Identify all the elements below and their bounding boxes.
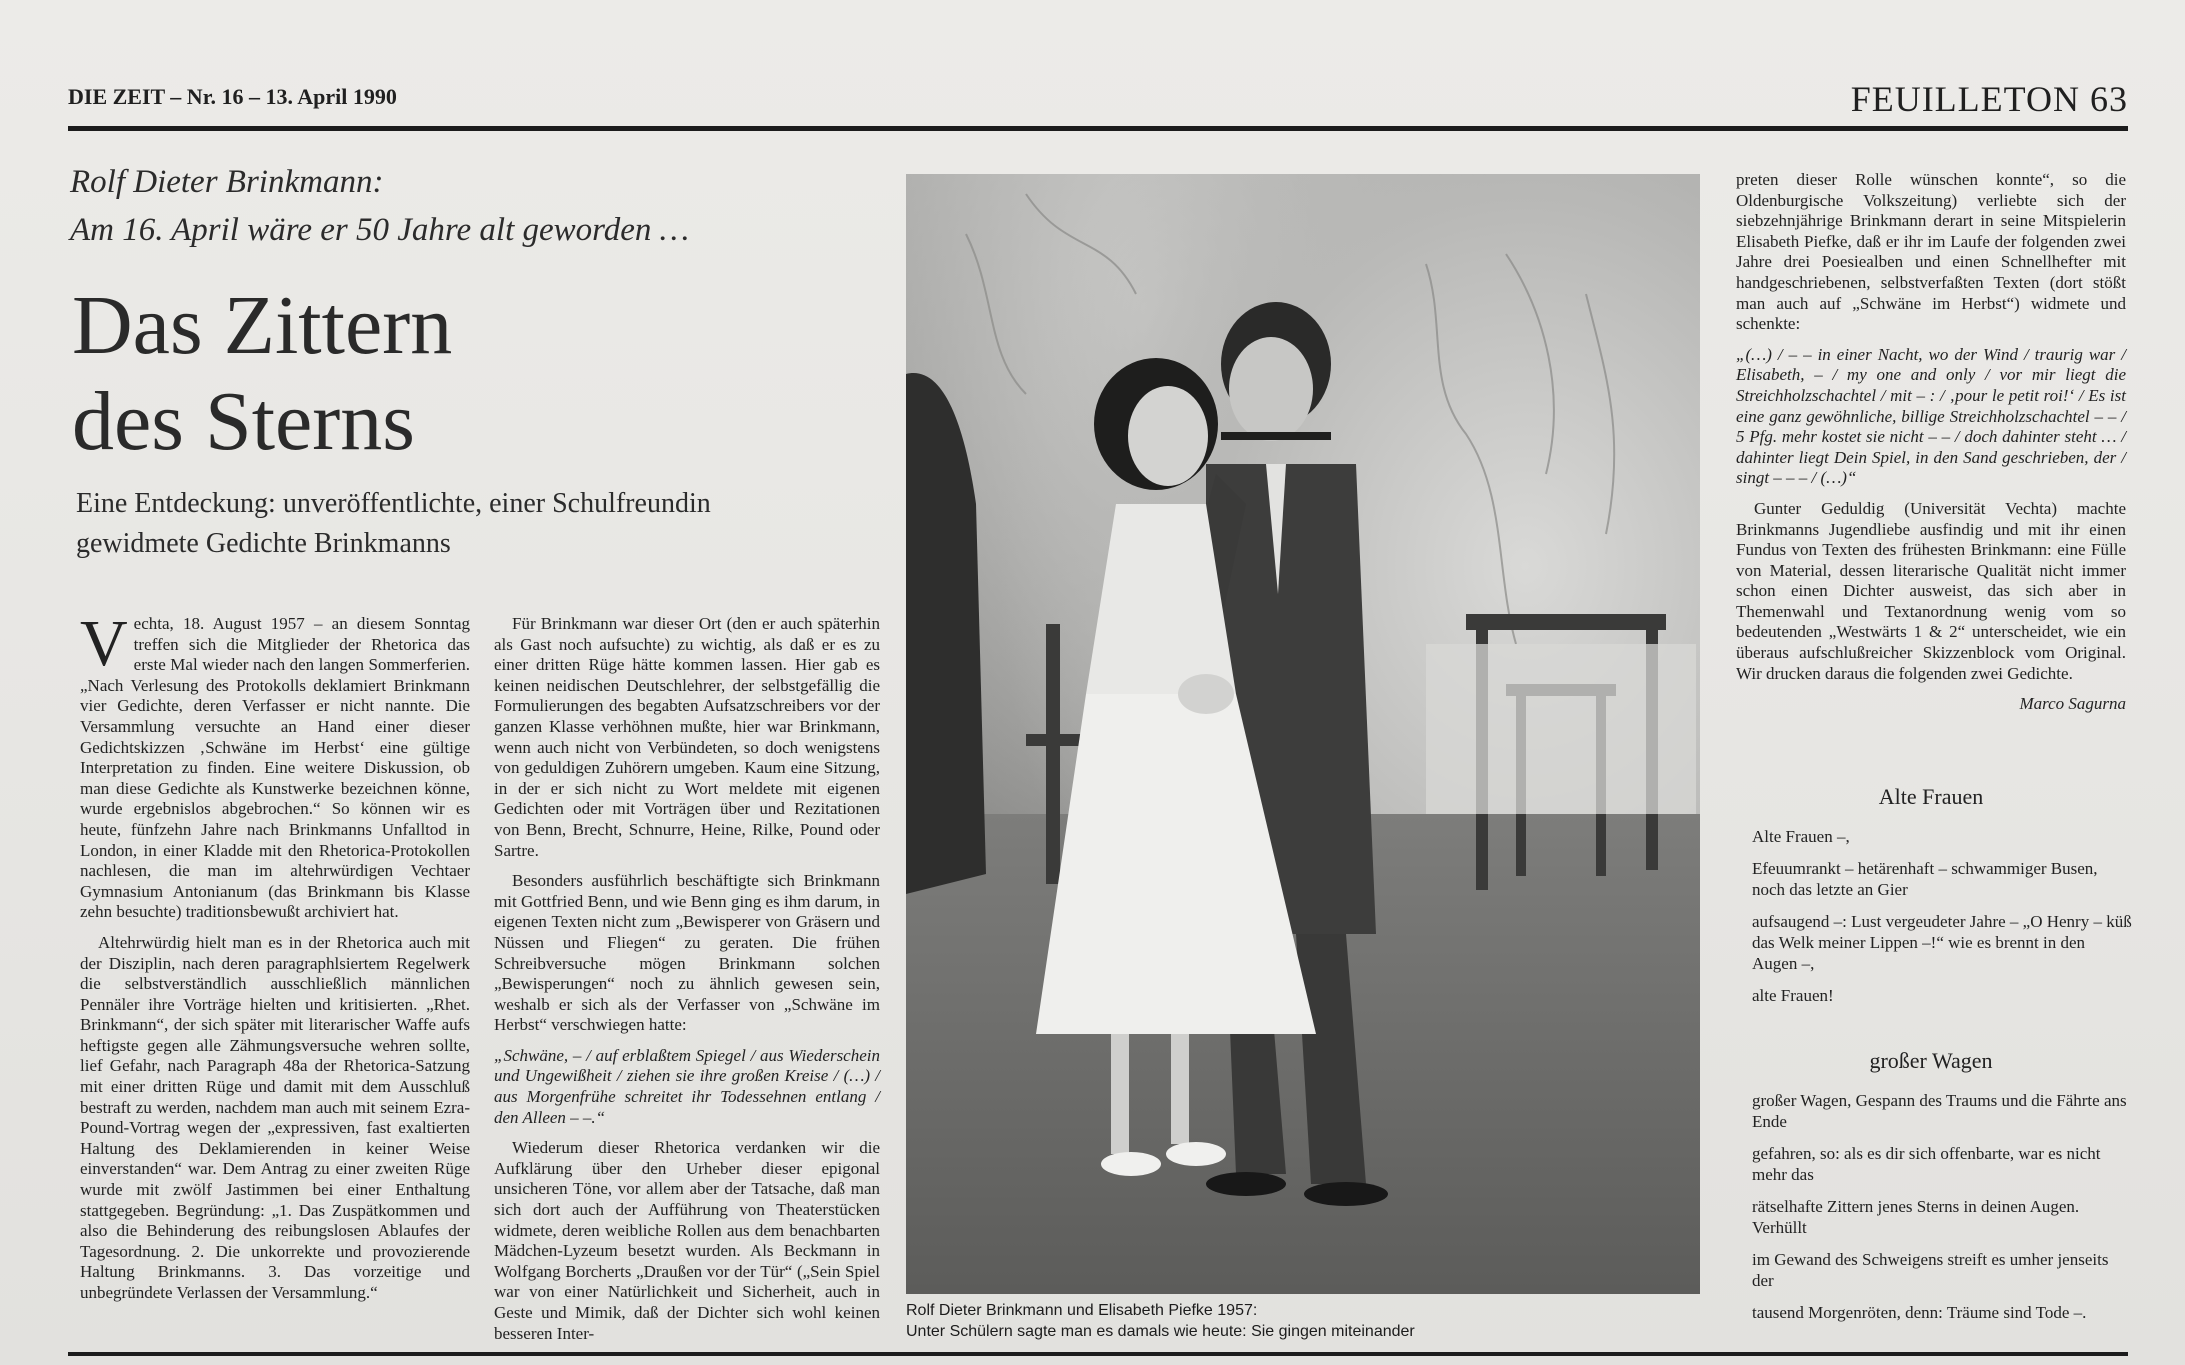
kicker-line-2: Am 16. April wäre er 50 Jahre alt geworden … xyxy=(70,212,690,248)
col4-paragraph-2: Gunter Geduldig (Universität Vechta) machte Brinkmanns Jugendliebe ausfindig und mit ihr einen Fundus von Texten des frühesten Brinkmann: eine Fülle von Material, dessen literarische Qualität nicht immer schon einen Dichter ausweist, das sich aber in Themenwahl und Textanordnung wenig vom so bedeutenden „Westwärts 1 & 2“ unterscheidet, wie ein überaus aufschlußreicher Skizzenblock vom Original. Wir drucken daraus die folgenden zwei Gedichte. xyxy=(1736,498,2126,683)
masthead-section: FEUILLETON 63 xyxy=(1850,79,2128,119)
headline-line-2: des Sterns xyxy=(72,375,415,468)
col4-paragraph-1: preten dieser Rolle wünschen konnte“, so die Oldenburgische Volkszeitung) verliebte sich der siebzehnjährige Brinkmann derart in seine Mitspielerin Elisabeth Piefke, daß er ihr im Laufe der folgenden zwei Jahre drei Poesiealben und einen Schnellhefter mit handgeschriebenen, selbstverfaßten Texten (dort stößt man auch auf „Schwäne im Herbst“) widmete und schenkte: xyxy=(1736,170,2126,334)
subhead-line-1: Eine Entdeckung: unveröffentlichte, einer Schulfreundin xyxy=(76,488,711,519)
col2-verse-quote: „Schwäne, – / auf erblaßtem Spiegel / aus Wiederschein und Ungewißheit / ziehen sie ihre großen Kreise / (…) / aus Morgenfrühe schreitet ihr Todessehnen entlang / den Alleen – –.“ xyxy=(494,1045,880,1127)
text-column-2 xyxy=(494,614,880,1354)
poem2-stanza-5: tausend Morgenröten, denn: Träume sind Tode –. xyxy=(1752,1303,2087,1322)
kicker-line-1: Rolf Dieter Brinkmann: xyxy=(70,164,384,200)
poem2-stanza-3: rätselhafte Zittern jenes Sterns in deinen Augen. Verhüllt xyxy=(1752,1197,2080,1237)
poem2-stanza-4: im Gewand des Schweigens streift es umher jenseits der xyxy=(1752,1250,2109,1290)
article-subhead xyxy=(76,484,856,564)
drop-cap: V xyxy=(80,607,128,680)
dancing-couple-photo xyxy=(906,174,1700,1294)
col1-paragraph-2: Altehrwürdig hielt man es in der Rhetorica auch mit der Disziplin, nach deren paragraphlsiertem Regelwerk die selbstverständlich ausschließlich männlichen Pennäler ihre Vorträge hielten und kritisierten. „Rhet. Brinkmann“, der sich später mit literarischer Waffe aufs heftigste gegen alle Zähmungsversuche wehren sollte, lief Gefahr, nach Paragraph 48a der Rhetorica-Satzung mit einer dritten Rüge und damit mit dem Ausschluß bestraft zu werden, nachdem man auch mit seinem Ezra-Pound-Vortrag wegen der „expressiven, fast exaltierten Haltung des Deklamierenden in keiner Weise einverstanden“ war. Dem Antrag zu einer zweiten Rüge wurde mit zwölf Jastimmen bei einer Enthaltung stattgegeben. Begründung: „1. Das Zuspätkommen und also die Behinderung des reibungslosen Ablaufes der Tagesordnung. 2. Die unkorrekte und provozierende Haltung Brinkmanns. 3. Das vorzeitige und unbegründete Verlassen der Versammlung.“ xyxy=(80,932,470,1302)
col1-paragraph-1-text: echta, 18. August 1957 – an diesem Sonntag treffen sich die Mitglieder der Rhetorica das erste Mal wieder nach den langen Sommerferien. „Nach Verlesung des Protokolls deklamiert Brinkmann vier Gedichte, deren Verfasser er nicht nannte. Die Versammlung versuchte an Hand einer dieser Gedichtskizzen ‚Schwäne im Herbst‘ eine gültige Interpretation zu finden. Eine weitere Diskussion, ob man diese Gedichte als Kunstwerke bezeichnen könne, wurde ergebnislos abgebrochen.“ So können wir es heute, fünfzehn Jahre nach Brinkmanns Unfalltod in London, in einer Kladde mit den Rhetorica-Protokollen nachlesen, die man im altehrwürdigen Vechtaer Gymnasium Antonianum (das Brinkmann bis Klasse zehn besuchte) traditionsbewußt archiviert hat. xyxy=(80,614,470,922)
poem1-stanza-4: alte Frauen! xyxy=(1752,986,1834,1005)
poem2-stanza-1: großer Wagen, Gespann des Traums und die Fährte ans Ende xyxy=(1752,1091,2127,1131)
poem-grosser-wagen xyxy=(1752,1090,2132,1334)
col2-paragraph-2: Besonders ausführlich beschäftigte sich Brinkmann mit Gottfried Benn, und wie Benn ging es ihm darum, in eigenen Texten nicht zum „Bewisperer von Gräsern und Nüssen und Fliegen“ zu geraten. Die frühen Schreibversuche mögen Brinkmann solchen „Bewisperungen“ noch zu ähnlich gewesen sein, weshalb er sich als der Verfasser von „Schwäne im Herbst“ verschwiegen hatte: xyxy=(494,871,880,1035)
article-kicker xyxy=(70,158,890,254)
caption-line-2: Unter Schülern sagte man es damals wie heute: Sie gingen miteinander xyxy=(906,1323,1415,1340)
poem1-stanza-2: Efeuumrankt – hetärenhaft – schwammiger Busen, noch das letzte an Gier xyxy=(1752,859,2098,899)
col2-paragraph-3: Wiederum dieser Rhetorica verdanken wir die Aufklärung über den Urheber dieser epigonal unsicheren Töne, vor allem aber der Tatsache, daß man sich dort auch der Aufführung von Theaterstücken widmete, deren weibliche Rollen aus dem benachbarten Mädchen-Lyzeum besetzt wurden. Als Beckmann in Wolfgang Borcherts „Draußen vor der Tür“ („Sein Spiel war von einer Natürlichkeit und Sicherheit, auch in Geste und Mimik, daß der Dichter sich wohl keinen besseren Inter- xyxy=(494,1138,880,1343)
col4-verse-quote: „(…) / – – in einer Nacht, wo der Wind / traurig war / Elisabeth, – / my one and only / vor mir liegt die Streichholzschachtel / mit – : / ‚pour le petit roi!‘ / Es ist eine ganz gewöhnliche, billige Streichholzschachtel – – / 5 Pfg. mehr kostet sie nicht – – / doch dahinter steht … / dahinter liegt Dein Spiel, in den Sand geschrieben, der / singt – – – / (…)“ xyxy=(1736,344,2126,488)
masthead xyxy=(68,78,2128,131)
poem1-stanza-1: Alte Frauen –, xyxy=(1752,827,1850,846)
poem1-stanza-3: aufsaugend –: Lust vergeudeter Jahre – „O Henry – küß das Welk meiner Lippen –!“ wie es brennt in den Augen –, xyxy=(1752,912,2132,973)
joined-hands xyxy=(1178,674,1234,714)
caption-line-1: Rolf Dieter Brinkmann und Elisabeth Piefke 1957: xyxy=(906,1302,1258,1319)
poem2-stanza-2: gefahren, so: als es dir sich offenbarte, war es nicht mehr das xyxy=(1752,1144,2101,1184)
author-signature: Marco Sagurna xyxy=(2019,694,2126,714)
background-figure xyxy=(906,373,986,894)
poem-title-alte-frauen: Alte Frauen xyxy=(1878,784,1984,809)
col2-paragraph-1: Für Brinkmann war dieser Ort (den er auch späterhin als Gast noch aufsuchte) zu wichtig, als daß er es zu einer dritten Rüge hätte kommen lassen. Hier gab es keinen neidischen Deutschlehrer, der selbstgefällig die Formulierungen des begabten Aufsatzschreibers vor der ganzen Klasse verhöhnen mußte, hier war Brinkmann, wenn auch nicht von Verbündeten, so doch wenigstens von geduldigen Zuhörern umgeben. Kaum eine Sitzung, in der er sich nicht zu Wort meldete mit eigenen Gedichten oder mit Vorträgen über und Rezitationen von Benn, Brecht, Schnurre, Heine, Rilke, Pound oder Sartre. xyxy=(494,614,880,860)
col1-paragraph-1 xyxy=(80,607,470,923)
masthead-issue: DIE ZEIT – Nr. 16 – 13. April 1990 xyxy=(68,84,397,109)
article-headline xyxy=(72,278,832,470)
article-photo xyxy=(906,174,1700,1294)
poem-alte-frauen xyxy=(1752,826,2132,1017)
bottom-rule xyxy=(68,1352,2128,1356)
subhead-line-2: gewidmete Gedichte Brinkmanns xyxy=(76,528,451,559)
headline-line-1: Das Zittern xyxy=(72,279,453,372)
text-column-1 xyxy=(80,607,470,1314)
tablecloth xyxy=(1426,644,1696,814)
text-column-4 xyxy=(1736,170,2126,725)
poem-title-grosser-wagen: großer Wagen xyxy=(1869,1048,1993,1073)
photo-caption xyxy=(906,1300,1706,1342)
